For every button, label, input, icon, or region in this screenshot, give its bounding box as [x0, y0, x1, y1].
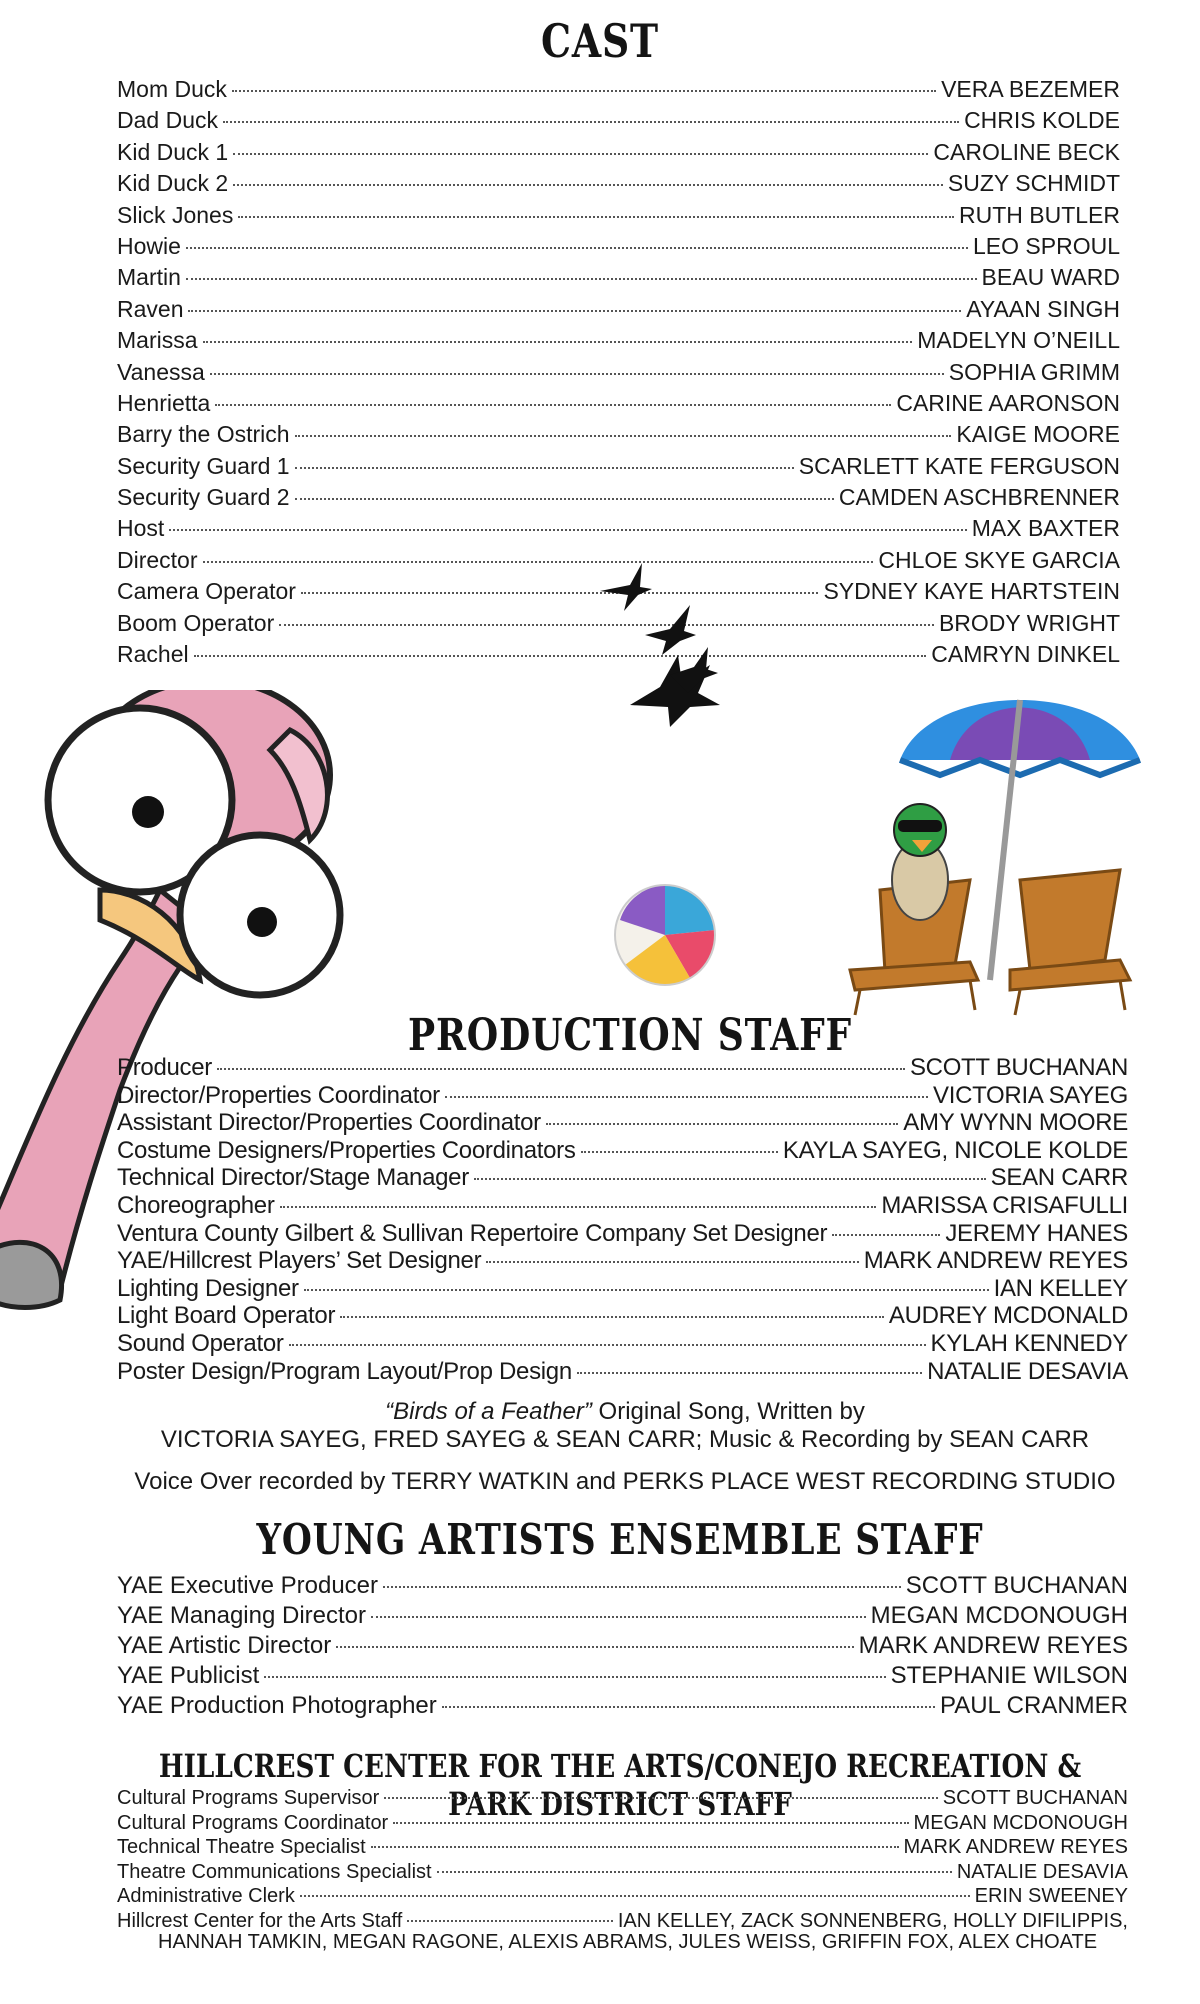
list-item — [117, 1885, 1128, 1910]
staff-role: Cultural Programs Supervisor — [117, 1787, 380, 1809]
staff-name: MARK ANDREW REYES — [858, 1632, 1128, 1659]
leader-dots — [474, 1178, 986, 1180]
cast-name: BEAU WARD — [981, 264, 1120, 291]
list-item — [117, 233, 1120, 264]
flying-birds-illustration — [590, 555, 750, 735]
list-item — [117, 327, 1120, 358]
cast-name: SCARLETT KATE FERGUSON — [798, 452, 1120, 479]
list-item — [117, 390, 1120, 421]
yae-staff-heading: YOUNG ARTISTS ENSEMBLE STAFF — [256, 1515, 984, 1564]
staff-name: IAN KELLEY, ZACK SONNENBERG, HOLLY DIFILIPPIS, — [617, 1909, 1128, 1932]
cast-name: BRODY WRIGHT — [938, 609, 1120, 636]
staff-role: YAE Managing Director — [117, 1602, 366, 1629]
leader-dots — [186, 278, 977, 280]
list-item — [117, 453, 1120, 484]
list-item — [117, 1109, 1128, 1137]
staff-name: STEPHANIE WILSON — [890, 1662, 1128, 1689]
staff-name: SCOTT BUCHANAN — [909, 1054, 1128, 1081]
cast-role: Slick Jones — [117, 201, 234, 228]
staff-name: AMY WYNN MOORE — [903, 1109, 1128, 1137]
song-credit-line2: VICTORIA SAYEG, FRED SAYEG & SEAN CARR; Music & Recording by SEAN CARR — [160, 1426, 1090, 1453]
list-item — [117, 1220, 1128, 1248]
cast-role: Director — [117, 546, 198, 573]
list-item — [117, 76, 1120, 107]
leader-dots — [340, 1316, 884, 1318]
cast-name: SYDNEY KAYE HARTSTEIN — [823, 578, 1120, 605]
song-credit-text: Original Song, Written by — [591, 1398, 865, 1425]
list-item — [117, 515, 1120, 546]
cast-name: CAROLINE BECK — [933, 138, 1120, 165]
cast-role: Security Guard 1 — [117, 452, 290, 479]
leader-dots — [300, 1895, 970, 1897]
list-item — [117, 1602, 1128, 1632]
cast-role: Camera Operator — [117, 578, 296, 605]
list-item — [117, 1054, 1128, 1082]
leader-dots — [304, 1289, 989, 1291]
cast-name: MADELYN O’NEILL — [917, 327, 1120, 354]
yae-staff-list — [117, 1572, 1128, 1722]
staff-name: MARK ANDREW REYES — [903, 1836, 1128, 1858]
list-item — [117, 1836, 1128, 1861]
staff-name: SEAN CARR — [990, 1164, 1128, 1192]
staff-role: Poster Design/Program Layout/Prop Design — [117, 1357, 572, 1385]
list-item — [117, 359, 1120, 390]
leader-dots — [486, 1261, 858, 1263]
list-item — [117, 264, 1120, 295]
cast-name: AYAAN SINGH — [966, 295, 1120, 322]
list-item — [117, 1812, 1128, 1837]
list-item — [117, 1692, 1128, 1722]
cast-role: Howie — [117, 232, 181, 259]
staff-name: SCOTT BUCHANAN — [942, 1787, 1128, 1809]
staff-role: Ventura County Gilbert & Sullivan Repertoire Company Set Designer — [117, 1219, 828, 1247]
list-item — [117, 170, 1120, 201]
leader-dots — [223, 121, 959, 123]
cast-role: Kid Duck 2 — [117, 170, 229, 197]
list-item — [117, 1082, 1128, 1110]
cast-name: LEO SPROUL — [973, 232, 1120, 259]
leader-dots — [295, 435, 952, 437]
staff-role: Technical Director/Stage Manager — [117, 1164, 469, 1192]
leader-dots — [336, 1646, 853, 1648]
staff-name: MEGAN MCDONOUGH — [870, 1602, 1128, 1629]
leader-dots — [186, 247, 968, 249]
leader-dots — [384, 1797, 937, 1799]
staff-role: Administrative Clerk — [117, 1885, 295, 1907]
leader-dots — [445, 1096, 928, 1098]
leader-dots — [383, 1586, 901, 1588]
leader-dots — [581, 1151, 778, 1153]
staff-name: ERIN SWEENEY — [974, 1885, 1128, 1907]
cast-role: Henrietta — [117, 389, 211, 416]
leader-dots — [289, 1344, 926, 1346]
cast-role: Raven — [117, 295, 184, 322]
staff-role: Costume Designers/Properties Coordinators — [117, 1136, 576, 1164]
cast-role: Martin — [117, 264, 181, 291]
staff-name: NATALIE DESAVIA — [927, 1357, 1128, 1385]
beach-umbrella-chairs-illustration — [820, 680, 1150, 1020]
cast-name: RUTH BUTLER — [958, 201, 1120, 228]
leader-dots — [233, 184, 943, 186]
leader-dots — [203, 561, 874, 563]
leader-dots — [280, 1206, 877, 1208]
song-title: “Birds of a Feather” — [385, 1398, 592, 1425]
leader-dots — [217, 1068, 905, 1070]
list-item — [117, 1302, 1128, 1330]
leader-dots — [371, 1616, 866, 1618]
leader-dots — [264, 1676, 885, 1678]
beach-ball-illustration — [610, 880, 720, 990]
hillcrest-staff-continuation: HANNAH TAMKIN, MEGAN RAGONE, ALEXIS ABRAMS, JULES WEISS, GRIFFIN FOX, ALEX CHOATE — [158, 1931, 1098, 1953]
staff-role: Cultural Programs Coordinator — [117, 1811, 389, 1834]
staff-name: MARISSA CRISAFULLI — [881, 1191, 1128, 1219]
production-staff-heading: PRODUCTION STAFF — [407, 1010, 852, 1061]
staff-role: YAE/Hillcrest Players’ Set Designer — [117, 1247, 482, 1275]
list-item — [117, 1632, 1128, 1662]
staff-name: NATALIE DESAVIA — [956, 1860, 1128, 1883]
leader-dots — [238, 216, 954, 218]
list-item — [117, 139, 1120, 170]
cast-role: Dad Duck — [117, 107, 218, 134]
leader-dots — [210, 373, 944, 375]
cast-role: Kid Duck 1 — [117, 138, 229, 165]
leader-dots — [215, 404, 891, 406]
staff-role: Hillcrest Center for the Arts Staff — [117, 1909, 403, 1932]
list-item — [117, 1247, 1128, 1275]
cast-name: SUZY SCHMIDT — [947, 170, 1120, 197]
cast-name: VERA BEZEMER — [941, 76, 1120, 102]
leader-dots — [371, 1846, 899, 1848]
list-item — [117, 1358, 1128, 1386]
list-item — [117, 1275, 1128, 1303]
list-item — [117, 421, 1120, 452]
list-item — [117, 1787, 1128, 1812]
leader-dots — [393, 1822, 908, 1824]
cast-name: CAMDEN ASCHBRENNER — [838, 484, 1120, 511]
song-credit-line1 — [0, 1398, 1200, 1426]
cast-name: CAMRYN DINKEL — [931, 641, 1120, 668]
staff-role: Director/Properties Coordinator — [117, 1081, 440, 1109]
leader-dots — [437, 1871, 952, 1873]
list-item — [117, 296, 1120, 327]
production-staff-list — [117, 1054, 1128, 1385]
list-item — [117, 1137, 1128, 1165]
list-item — [117, 484, 1120, 515]
leader-dots — [295, 467, 794, 469]
cast-name: KAIGE MOORE — [956, 421, 1120, 448]
list-item — [117, 1192, 1128, 1220]
list-item — [117, 1861, 1128, 1886]
staff-role: Theatre Communications Specialist — [117, 1860, 432, 1883]
staff-role: YAE Publicist — [117, 1662, 260, 1689]
cast-role: Rachel — [117, 641, 189, 668]
leader-dots — [832, 1234, 940, 1236]
hillcrest-staff-list — [117, 1787, 1128, 1934]
list-item — [117, 1330, 1128, 1358]
staff-name: MEGAN MCDONOUGH — [913, 1811, 1128, 1834]
leader-dots — [442, 1706, 935, 1708]
cast-role: Boom Operator — [117, 609, 275, 636]
staff-name: PAUL CRANMER — [939, 1692, 1128, 1719]
cast-role: Marissa — [117, 327, 198, 354]
staff-name: KYLAH KENNEDY — [930, 1329, 1128, 1357]
staff-name: MARK ANDREW REYES — [863, 1247, 1128, 1275]
list-item — [117, 1662, 1128, 1692]
staff-role: Choreographer — [117, 1191, 275, 1219]
staff-name: IAN KELLEY — [993, 1274, 1128, 1302]
cast-role: Barry the Ostrich — [117, 421, 290, 448]
staff-name: KAYLA SAYEG, NICOLE KOLDE — [782, 1136, 1128, 1164]
cast-role: Vanessa — [117, 358, 205, 385]
staff-name: SCOTT BUCHANAN — [905, 1572, 1128, 1599]
staff-role: Technical Theatre Specialist — [117, 1836, 366, 1858]
cast-name: CHRIS KOLDE — [964, 107, 1120, 134]
list-item — [117, 1164, 1128, 1192]
leader-dots — [169, 529, 966, 531]
staff-role: Producer — [117, 1054, 212, 1081]
leader-dots — [203, 341, 913, 343]
leader-dots — [407, 1920, 613, 1922]
cast-role: Mom Duck — [117, 76, 227, 102]
leader-dots — [577, 1372, 922, 1374]
list-item — [117, 1572, 1128, 1602]
leader-dots — [232, 90, 936, 92]
list-item — [117, 107, 1120, 138]
staff-role: Sound Operator — [117, 1329, 284, 1357]
cast-role: Host — [117, 515, 165, 542]
cast-role: Security Guard 2 — [117, 484, 290, 511]
voice-over-credit: Voice Over recorded by TERRY WATKIN and PERKS PLACE WEST RECORDING STUDIO — [134, 1468, 1116, 1495]
list-item — [117, 202, 1120, 233]
staff-role: Light Board Operator — [117, 1302, 336, 1330]
staff-name: VICTORIA SAYEG — [933, 1081, 1128, 1109]
staff-role: Lighting Designer — [117, 1274, 299, 1302]
cast-name: SOPHIA GRIMM — [948, 358, 1120, 385]
staff-role: YAE Executive Producer — [117, 1572, 379, 1599]
staff-role: YAE Artistic Director — [117, 1632, 332, 1659]
cast-name: MAX BAXTER — [971, 515, 1120, 542]
leader-dots — [188, 310, 961, 312]
leader-dots — [295, 498, 834, 500]
leader-dots — [194, 655, 927, 657]
cast-heading: CAST — [541, 14, 659, 68]
leader-dots — [546, 1123, 898, 1125]
cast-name: CARINE AARONSON — [896, 389, 1120, 416]
staff-role: YAE Production Photographer — [117, 1692, 437, 1719]
leader-dots — [233, 153, 928, 155]
cast-name: CHLOE SKYE GARCIA — [878, 546, 1120, 573]
staff-role: Assistant Director/Properties Coordinator — [117, 1109, 541, 1137]
staff-name: AUDREY MCDONALD — [888, 1302, 1128, 1330]
hillcrest-staff-heading: HILLCREST CENTER FOR THE ARTS/CONEJO RECREATION & PARK DISTRICT STAFF — [158, 1747, 1082, 1823]
staff-name: JEREMY HANES — [945, 1219, 1128, 1247]
